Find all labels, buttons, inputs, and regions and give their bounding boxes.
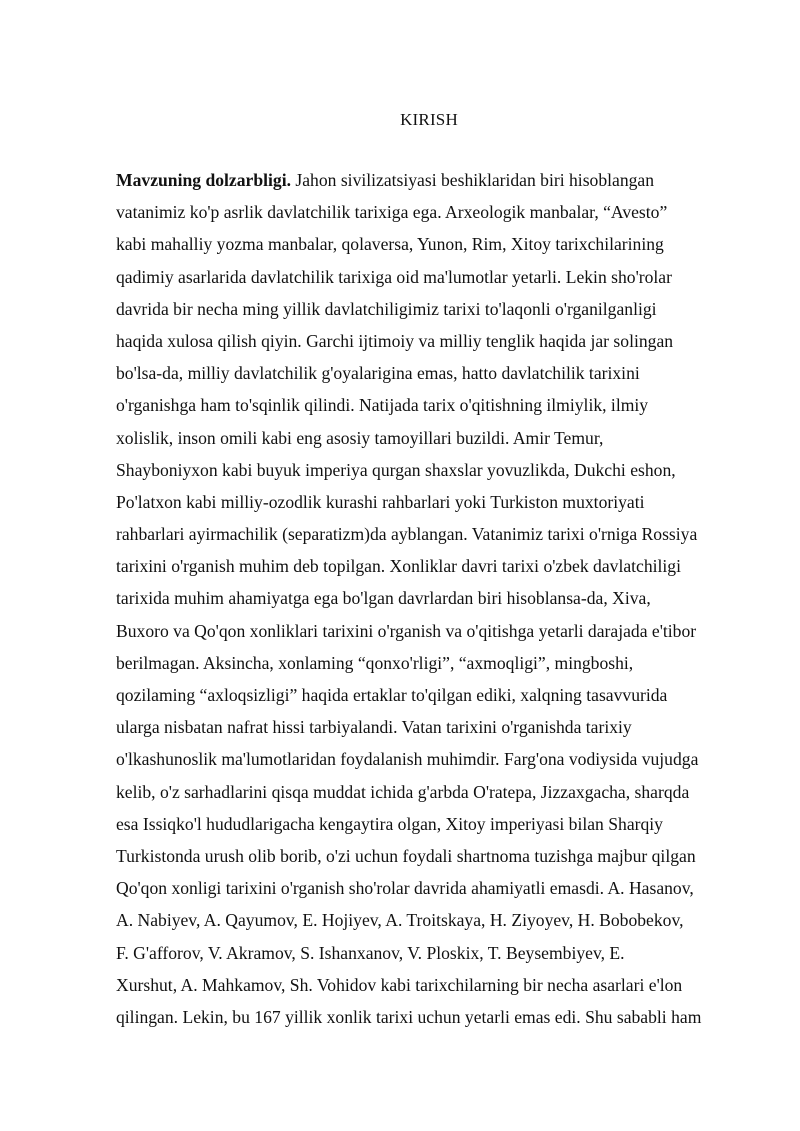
text-line: Buxoro va Qo'qon xonliklari tarixini o'rganish va o'qitishga yetarli darajada e'tibor xyxy=(116,620,697,641)
text-line: vatanimiz ko'p asrlik davlatchilik tarixiga ega. Arxeologik manbalar, “Avesto” xyxy=(116,202,668,223)
text-line: F. G'afforov, V. Akramov, S. Ishanxanov, V. Ploskix, T. Beysembiyev, E. xyxy=(116,942,625,963)
text-line: kelib, o'z sarhadlarini qisqa muddat ichida g'arbda O'ratepa, Jizzaxgacha, sharqda xyxy=(116,781,690,802)
text-line: tarixini o'rganish muhim deb topilgan. Xonliklar davri tarixi o'zbek davlatchiligi xyxy=(116,556,681,577)
text-line: Turkistonda urush olib borib, o'zi uchun foydali shartnoma tuzishga majbur qilgan xyxy=(116,845,696,866)
text-line: rahbarlari ayirmachilik (separatizm)da ayblangan. Vatanimiz tarixi o'rniga Rossiya xyxy=(116,524,698,545)
lead-phrase: Mavzuning dolzarbligi. xyxy=(116,170,291,190)
text-line: Qo'qon xonligi tarixini o'rganish sho'rolar davrida ahamiyatli emasdi. A. Hasanov, xyxy=(116,878,694,899)
first-line-text: Jahon sivilizatsiyasi beshiklaridan biri hisoblangan xyxy=(290,170,655,190)
text-line: esa Issiqko'l hududlarigacha kengaytira olgan, Xitoy imperiyasi bilan Sharqiy xyxy=(116,813,663,834)
text-line: qozilaming “axloqsizligi” haqida ertaklar to'qilgan ediki, xalqning tasavvurida xyxy=(116,685,668,705)
text-line xyxy=(116,164,746,196)
text-line: Shayboniyxon kabi buyuk imperiya qurgan shaxslar yovuzlikda, Dukchi eshon, xyxy=(116,459,676,480)
section-heading: KIRISH xyxy=(400,110,458,129)
text-line: o'rganishga ham to'sqinlik qilindi. Natijada tarix o'qitishning ilmiylik, ilmiy xyxy=(116,395,649,416)
text-line: Xurshut, A. Mahkamov, Sh. Vohidov kabi tarixchilarning bir necha asarlari e'lon xyxy=(116,974,683,995)
text-line: A. Nabiyev, A. Qayumov, E. Hojiyev, A. Troitskaya, H. Ziyoyev, H. Bobobekov, xyxy=(116,910,684,931)
text-line: o'lkashunoslik ma'lumotlaridan foydalanish muhimdir. Farg'ona vodiysida vujudga xyxy=(116,749,699,770)
text-line: tarixida muhim ahamiyatga ega bo'lgan davrlardan biri hisoblansa-da, Xiva, xyxy=(116,588,651,609)
text-line: kabi mahalliy yozma manbalar, qolaversa, Yunon, Rim, Xitoy tarixchilarining xyxy=(116,234,664,255)
text-line: Po'latxon kabi milliy-ozodlik kurashi rahbarlari yoki Turkiston muxtoriyati xyxy=(116,491,645,512)
text-line: xolislik, inson omili kabi eng asosiy tamoyillari buzildi. Amir Temur, xyxy=(116,427,604,448)
text-line: davrida bir necha ming yillik davlatchiligimiz tarixi to'laqonli o'rganilganligi xyxy=(116,298,657,319)
text-line: qadimiy asarlarida davlatchilik tarixiga oid ma'lumotlar yetarli. Lekin sho'rolar xyxy=(116,266,672,287)
text-line: haqida xulosa qilish qiyin. Garchi ijtimoiy va milliy tenglik haqida jar solingan xyxy=(116,330,674,351)
text-line: berilmagan. Aksincha, xonlaming “qonxo'rligi”, “axmoqligi”, mingboshi, xyxy=(116,652,634,673)
text-line: qilingan. Lekin, bu 167 yillik xonlik tarixi uchun yetarli emas edi. Shu sababli ham xyxy=(116,1006,702,1027)
text-line: ularga nisbatan nafrat hissi tarbiyalandi. Vatan tarixini o'rganishda tarixiy xyxy=(116,717,632,738)
body-text xyxy=(116,164,746,1033)
text-line: bo'lsa-da, milliy davlatchilik g'oyalarigina emas, hatto davlatchilik tarixini xyxy=(116,363,640,384)
